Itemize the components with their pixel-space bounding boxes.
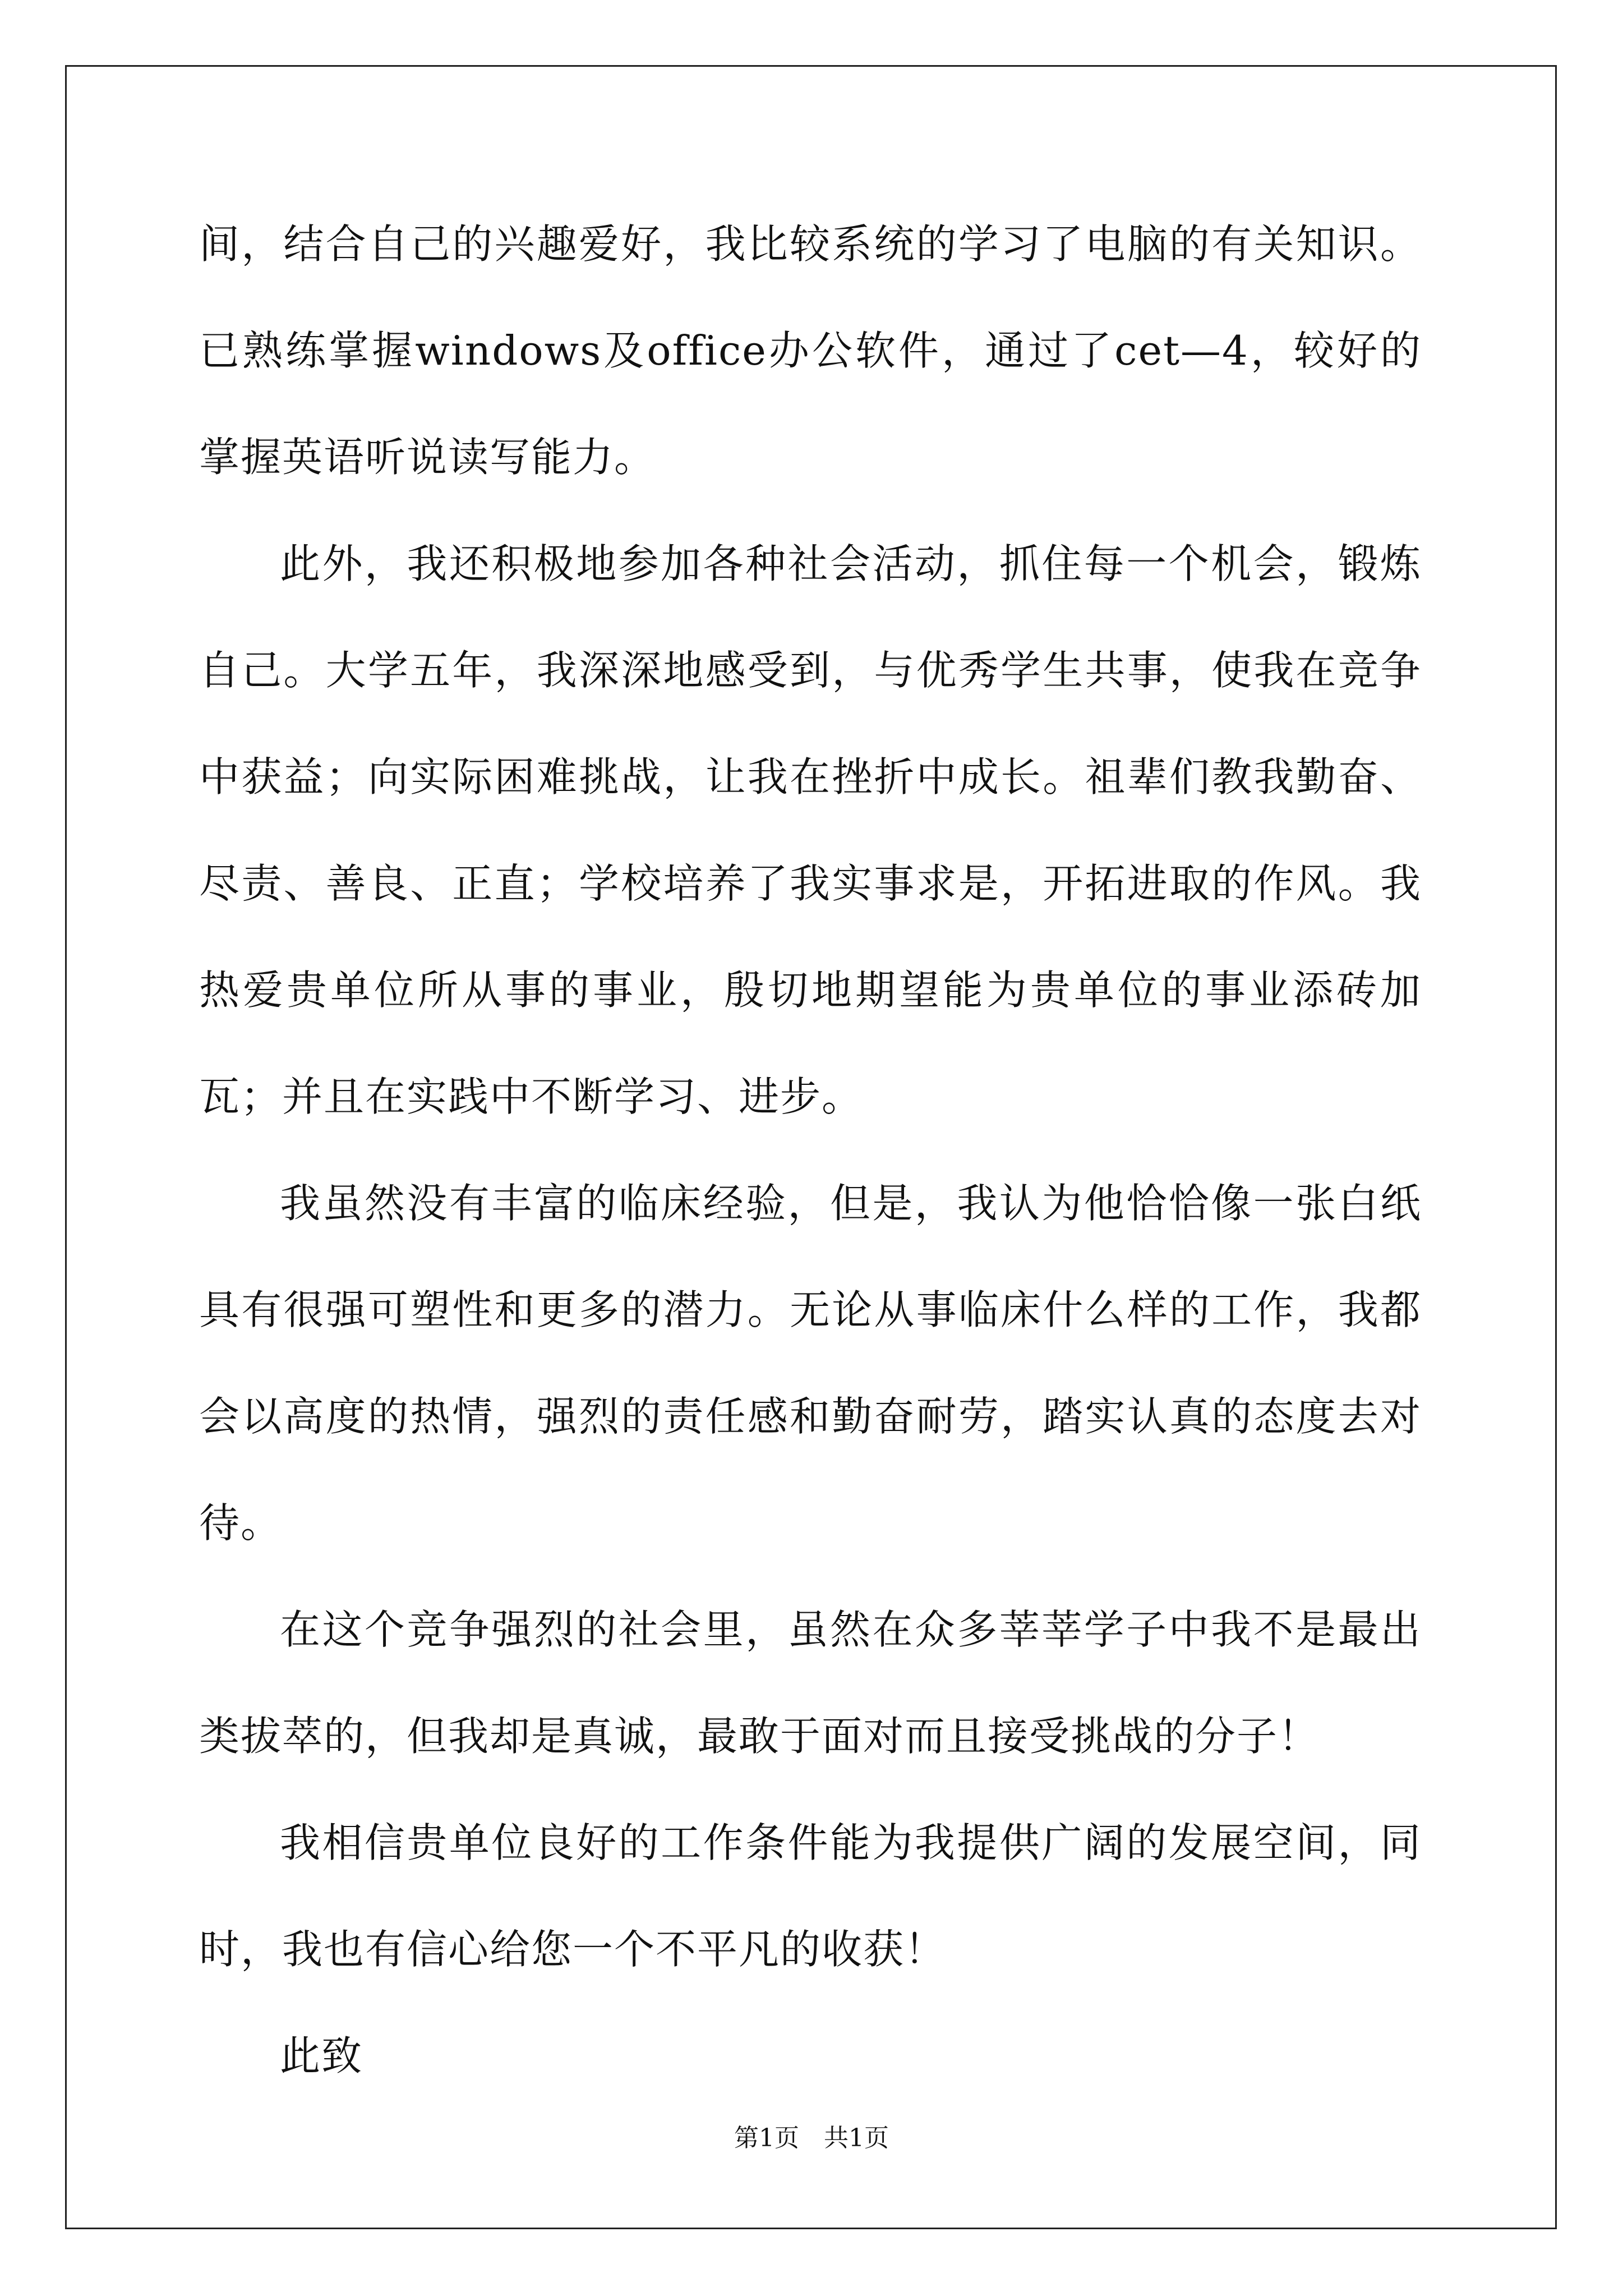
paragraph-experience: 我虽然没有丰富的临床经验，但是，我认为他恰恰像一张白纸具有很强可塑性和更多的潜力。无论从事临床什么样的工作，我都会以高度的热情，强烈的责任感和勤奋耐劳，踏实认真的态度去对待。 bbox=[199, 1180, 1422, 1547]
paragraph-skills: 间，结合自己的兴趣爱好，我比较系统的学习了电脑的有关知识。已熟练掌握windows及office办公软件，通过了cet—4，较好的掌握英语听说读写能力。 bbox=[199, 220, 1422, 481]
page-number: 第1页 共1页 bbox=[734, 2124, 889, 2152]
paragraph-confidence: 我相信贵单位良好的工作条件能为我提供广阔的发展空间，同时，我也有信心给您一个不平凡的收获！ bbox=[199, 1819, 1422, 1973]
paragraph-sincerity: 在这个竞争强烈的社会里，虽然在众多莘莘学子中我不是最出类拔萃的，但我却是真诚，最敢于面对而且接受挑战的分子！ bbox=[199, 1606, 1422, 1760]
document-body bbox=[199, 191, 1422, 2109]
paragraph-closing: 此致 bbox=[280, 2032, 363, 2079]
paragraph-activities: 此外，我还积极地参加各种社会活动，抓住每一个机会，锻炼自己。大学五年，我深深地感受到，与优秀学生共事，使我在竞争中获益；向实际困难挑战，让我在挫折中成长。祖辈们教我勤奋、尽责、善良、正直；学校培养了我实事求是，开拓进取的作风。我热爱贵单位所从事的事业，殷切地期望能为贵单位的事业添砖加瓦；并且在实践中不断学习、进步。 bbox=[199, 540, 1422, 1120]
